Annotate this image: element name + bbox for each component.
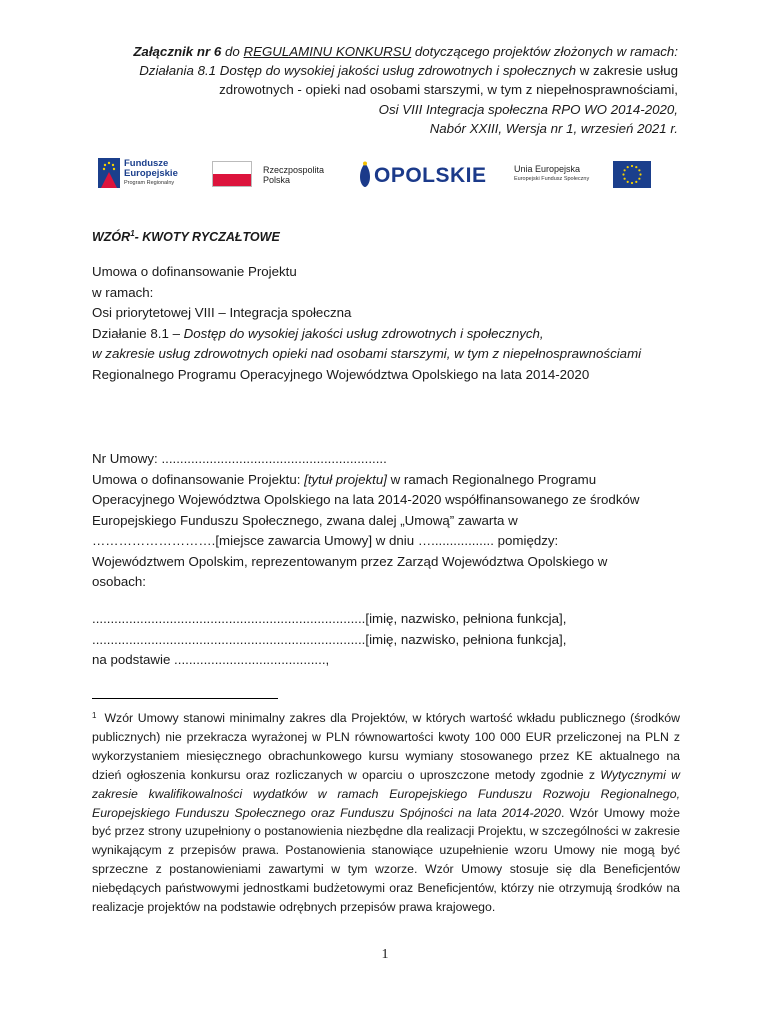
ue-line2: Europejski Fundusz Społeczny [514, 176, 590, 182]
contract-line: Umowa o dofinansowanie Projektu: [92, 471, 305, 487]
intro-block [92, 262, 641, 385]
signers-block [92, 609, 566, 671]
title-text: WZÓR [92, 230, 131, 245]
project-title-placeholder: [tytuł projektu] [304, 471, 387, 487]
header-do: do [224, 44, 240, 59]
footnote-text: Wzór Umowy stanowi minimalny zakres dla Projektów, w których wartość wkładu publicznego (środków publicznych) nie przekracza wyrażonej w PLN równowartości kwoty 100 000 EUR przeliczonej na PLN z wykorzystaniem miesięcznego obrachunkowego kursu wymiany stosowanego przez KE aktualnego na dzień ogłoszenia konkursu oraz rozliczanych w oparciu o uproszczone metody zgodnie z [92, 711, 680, 782]
contract-line: ……………………….[miejsce zawarcia Umowy] w dniu …................. pomiędzy: [92, 533, 559, 548]
opolskie-text: OPOLSKIE [374, 164, 487, 187]
polish-flag-icon [212, 161, 252, 187]
intro-line: Działanie 8.1 – [92, 325, 184, 341]
contract-number: Nr Umowy: ............................................................. [92, 451, 387, 466]
contract-block [92, 449, 639, 593]
fe-line2: Europejskie [124, 168, 178, 179]
logo-bar [96, 157, 656, 193]
footnote [92, 707, 680, 917]
footnote-separator [92, 698, 278, 699]
fundusze-emblem-icon [98, 158, 120, 188]
signer-line: ..........................................................................[imię, nazwisko, pełniona funkcja], [92, 611, 567, 626]
header-line4: Osi VIII Integracja społeczna RPO WO 2014-2020, [378, 101, 678, 117]
intro-line: Regionalnego Programu Operacyjnego Województwa Opolskiego na lata 2014-2020 [92, 366, 590, 382]
contract-line: Województwem Opolskim, reprezentowanym przez Zarząd Województwa Opolskiego w [92, 553, 608, 569]
intro-line: w ramach: [92, 284, 154, 300]
pl-line2: Polska [263, 175, 291, 185]
page-number: 1 [381, 947, 389, 962]
intro-line-italic: w zakresie usług zdrowotnych opieki nad osobami starszymi, w tym z niepełnosprawnościami [92, 346, 642, 361]
fe-line1: Fundusze [124, 158, 169, 169]
header-line2-rest: w zakresie usług [579, 63, 678, 79]
rzeczpospolita-logo [212, 157, 342, 193]
footnote-mark: 1 [92, 711, 97, 720]
fundusze-europejskie-logo [96, 157, 206, 193]
intro-line: Umowa o dofinansowanie Projektu [92, 264, 297, 279]
header-line3: zdrowotnych - opieki nad osobami starszymi, w tym z niepełnosprawnościami, [219, 82, 678, 98]
unia-europejska-logo [510, 157, 650, 193]
eu-flag-icon [613, 161, 651, 188]
contract-line: osobach: [92, 574, 146, 589]
document-header [78, 42, 678, 138]
ue-line1: Unia Europejska [514, 164, 581, 174]
footnote-text: . Wzór Umowy może być przez strony uzupełniony o postanowienia niezbędne dla realizacji Projektu, w szczególności w zakresie wynikającym z przepisów prawa. Postanowienia stanowiące uzupełnienie wzoru Umowy nie mogą być sprzeczne z postanowieniami zawartymi w tym wzorze. Wzór Umowy stosuje się dla Beneficjentów niebędących państwowymi jednostkami budżetowymi oraz Beneficjentów, którzy nie otrzymują środków na realizacje projektów na podstawie odrębnych przepisów prawa krajowego. [92, 805, 680, 915]
footnote-italic: Wytycznymi w zakresie kwalifikowalności wydatków w ramach Europejskiego Funduszu Rozwoju Regionalnego, Europejskiego Funduszu Społecznego oraz Funduszu Spójności na lata 2014-2020 [92, 767, 680, 820]
legal-basis-line: na podstawie ........................................., [92, 652, 330, 667]
fe-line3: Program Regionalny [124, 180, 175, 186]
header-line2: Działania 8.1 Dostęp do wysokiej jakości usług zdrowotnych i społecznych [139, 63, 576, 79]
intro-line: Osi priorytetowej VIII – Integracja społeczna [92, 305, 352, 320]
regulation-link: REGULAMINU KONKURSU [243, 44, 412, 59]
header-line5: Nabór XXIII, Wersja nr 1, wrzesień 2021 r. [429, 120, 678, 136]
pl-line1: Rzeczpospolita [263, 165, 325, 175]
contract-line: Europejskiego Funduszu Społecznego, zwana dalej „Umową” zawarta w [92, 512, 518, 528]
opolskie-mark-icon [358, 161, 372, 189]
title-rest: - KWOTY RYCZAŁTOWE [134, 230, 280, 245]
title-footnote-ref: 1 [130, 229, 135, 238]
intro-line-italic: Dostęp do wysokiej jakości usług zdrowotnych i społecznych, [183, 325, 544, 341]
signer-line: ..........................................................................[imię, nazwisko, pełniona funkcja], [92, 631, 567, 647]
header-line1-rest: dotyczącego projektów złożonych w ramach: [414, 44, 678, 59]
contract-line: w ramach Regionalnego Programu [386, 471, 597, 487]
document-title [92, 224, 280, 248]
contract-line: Operacyjnego Województwa Opolskiego na lata 2014-2020 współfinansowanego ze środków [92, 492, 640, 507]
opolskie-logo [356, 157, 496, 193]
attachment-label: Załącznik nr 6 [133, 44, 222, 59]
